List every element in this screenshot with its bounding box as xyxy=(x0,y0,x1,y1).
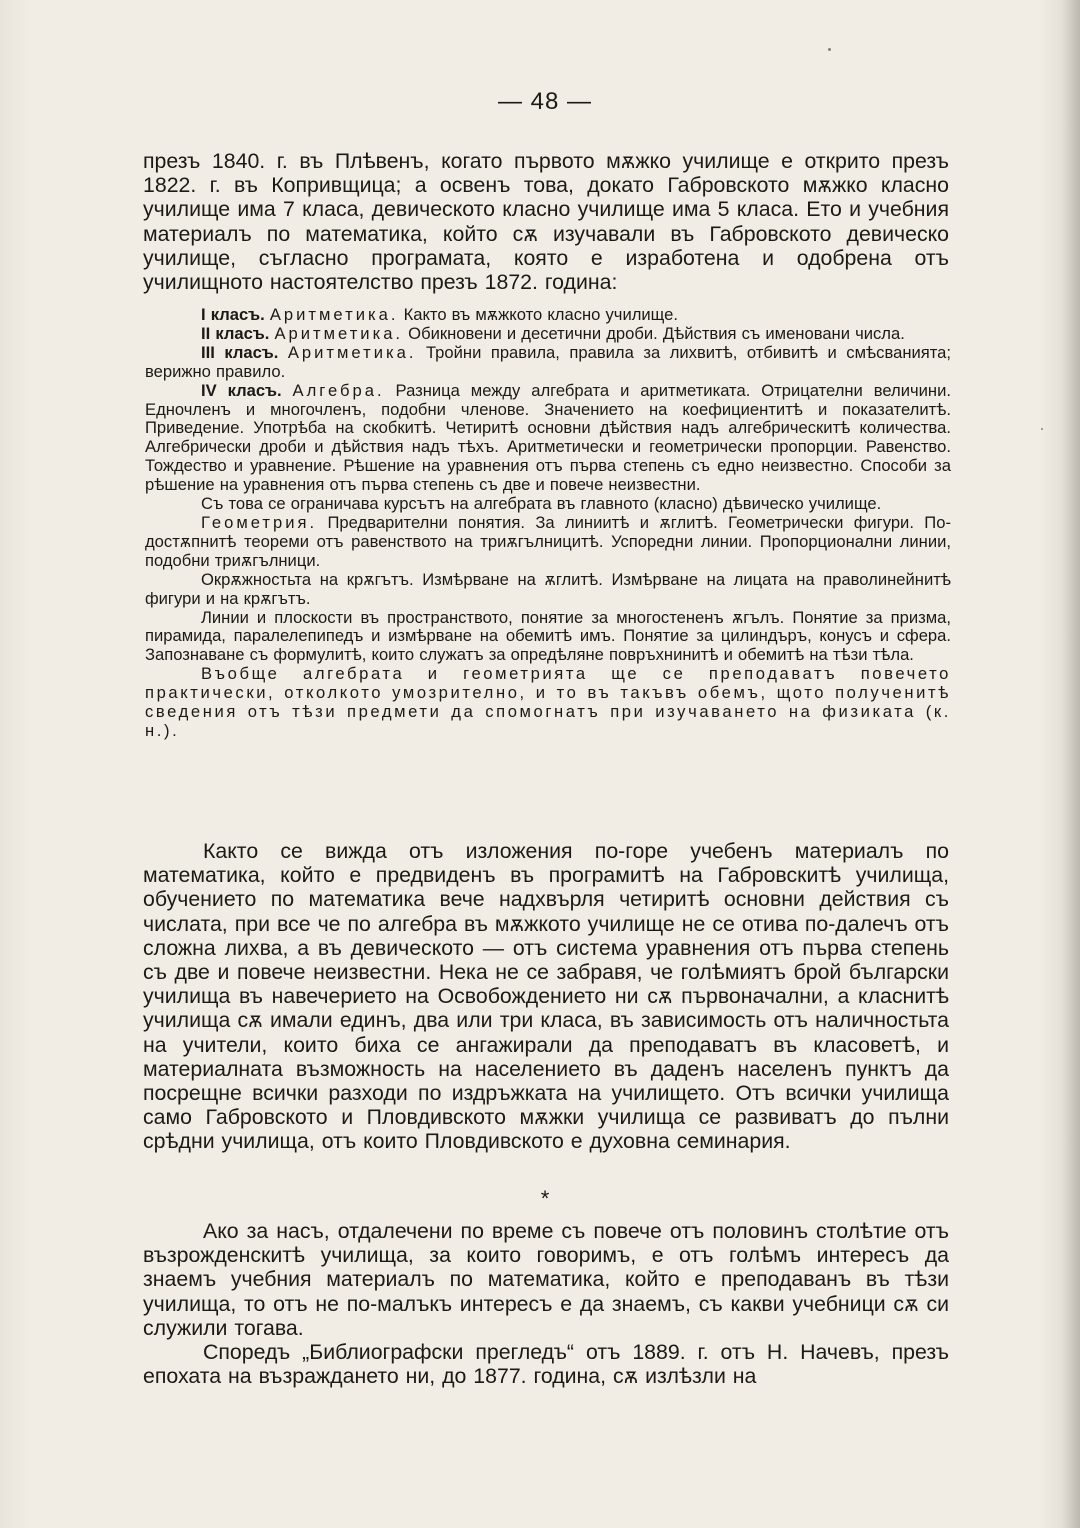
class-4-subject: Алгебра. xyxy=(292,380,385,400)
paragraph-3-block xyxy=(143,1219,949,1388)
paper-speck xyxy=(1041,428,1043,430)
class-2-text: Обикновени и десетични дроби. Дѣйствия съ именовани числа. xyxy=(408,323,905,343)
curriculum-block xyxy=(145,306,951,741)
class-1-subject: Аритметика. xyxy=(269,305,399,324)
curriculum-final-note: Въобще алгебрата и геометрията ще се преподаватъ повечето практически, отколкото умозрително, и то въ такъвъ обемъ, щото полученитѣ сведения отъ тѣзи предмети да спомогнатъ при изучаването на физиката (к. н.). xyxy=(145,664,951,740)
curriculum-limit-note: Съ това се ограничава курсътъ на алгебрата въ главното (класно) дѣвическо училище. xyxy=(201,494,882,514)
curriculum-class-1 xyxy=(145,306,951,325)
page-number: — 48 — xyxy=(497,88,593,115)
class-3-subject: Аритметика. xyxy=(287,342,417,362)
class-3-label: III класъ. xyxy=(201,342,279,362)
paragraph-3: Ако за насъ, отдалечени по време съ повече отъ половинъ столѣтие отъ възрожденскитѣ училища, за които говоримъ, е отъ голѣмъ интересъ да знаемъ учебния материалъ по математика, който е преподаванъ въ тѣзи училища, то отъ не по-малъкъ интересъ е да знаемъ, съ какви учебници сѫ си служили тогава. xyxy=(143,1219,949,1340)
class-2-label: II класъ. xyxy=(201,323,270,343)
class-3-text: Тройни правила, правила за лихвитѣ, отбивитѣ и смѣсванията; верижно правило. xyxy=(145,342,951,381)
paragraph-2-block xyxy=(143,839,949,1154)
curriculum-class-4 xyxy=(145,382,951,495)
paragraph-4: Споредъ „Библиографски прегледъ“ отъ 1889. г. отъ Н. Начевъ, презъ епохата на възраждането ни, до 1877. година, сѫ излѣзли на xyxy=(143,1340,949,1389)
paragraph-2: Както се вижда отъ изложения по-горе учебенъ материалъ по математика, който е предвиденъ въ програмитѣ на Габровскитѣ училища, обучението по математика вече надхвърля четиритѣ основни действия съ числата, при все че по алгебра въ мѫжкото училище не се отива по-далечъ отъ сложна лихва, а въ девическото — отъ система уравнения отъ първа степень съ две и повече неизвестни. Нека не се забравя, че голѣмиятъ брой български училища въ навечерието на Освобождението ни сѫ първоначални, а класнитѣ училища сѫ имали единъ, два или три класа, въ зависимость отъ наличностьта на учители, които биха се ангажирали да преподаватъ въ класоветѣ, и материалната възможность на населението въ даденъ населенъ пунктъ да посрещне всички разходи по издръжката на училището. Отъ всички училища само Габровското и Пловдивското мѫжки училища се развиватъ до пълни срѣдни училища, отъ които Пловдивското е духовна семинария. xyxy=(143,839,949,1154)
intro-paragraph: презъ 1840. г. въ Плѣвенъ, когато първото мѫжко училище е открито презъ 1822. г. въ Копривщица; а освенъ това, докато Габровското мѫжко класно училище има 7 класа, девическото класно училище има 5 класа. Ето и учебния материалъ по математика, който сѫ изучавали въ Габровското девическо училище, съгласно програмата, която е изработена и одобрена отъ училищното настоятелство презъ 1872. година: xyxy=(143,149,949,295)
class-1-label: I класъ. xyxy=(201,305,265,324)
curriculum-geometry xyxy=(145,514,951,571)
class-2-subject: Аритметика. xyxy=(274,323,404,343)
curriculum-circle: Окрѫжностьта на крѫгътъ. Измѣрване на ѫглитѣ. Измѣрване на лицата на праволинейнитѣ фигури и на крѫгътъ. xyxy=(145,569,951,608)
class-4-label: IV класъ. xyxy=(201,380,282,400)
class-1-text: Както въ мѫжкото класно училище. xyxy=(403,305,678,324)
section-separator: * xyxy=(540,1186,550,1211)
curriculum-class-2 xyxy=(145,325,951,344)
curriculum-space: Линии и плоскости въ пространството, понятие за многостененъ ѫгълъ. Понятие за призма, пирамида, паралелепипедъ и измѣрване на обемитѣ имъ. Понятие за цилиндъръ, конусъ и сфера. Запознаване съ формулитѣ, които служатъ за опредѣляне повръхнинитѣ и обемитѣ на тѣзи тѣла. xyxy=(145,607,951,665)
page-edge-shadow xyxy=(1062,0,1080,1528)
paper-speck xyxy=(828,48,831,51)
curriculum-class-3 xyxy=(145,344,951,382)
geometry-subject: Геометрия. xyxy=(201,512,318,532)
geometry-text: Предварителни понятия. За линиитѣ и ѫглитѣ. Геометрически фигури. По-достѫпнитѣ теореми отъ равенството на триѫгълницитѣ. Успоредни линии. Пропорционални линии, подобни триѫгълници. xyxy=(145,512,951,570)
intro-paragraph-block xyxy=(143,149,949,294)
class-4-text: Разница между алгебрата и аритметиката. Отрицателни величини. Едночленъ и многочленъ, подобни членове. Значението на коефициентитѣ и показателитѣ. Приведение. Употрѣба на скобкитѣ. Четиритѣ основни дѣйствия надъ алгебрическитѣ количества. Алгебрически дроби и дѣйствия надъ тѣхъ. Аритметически и геометрически пропорции. Равенство. Тождество и уравнение. Рѣшение на уравнения отъ първа степень съ едно неизвестно. Способи за рѣшение на уравнения отъ първа степень съ две и повече неизвестни. xyxy=(145,380,951,495)
